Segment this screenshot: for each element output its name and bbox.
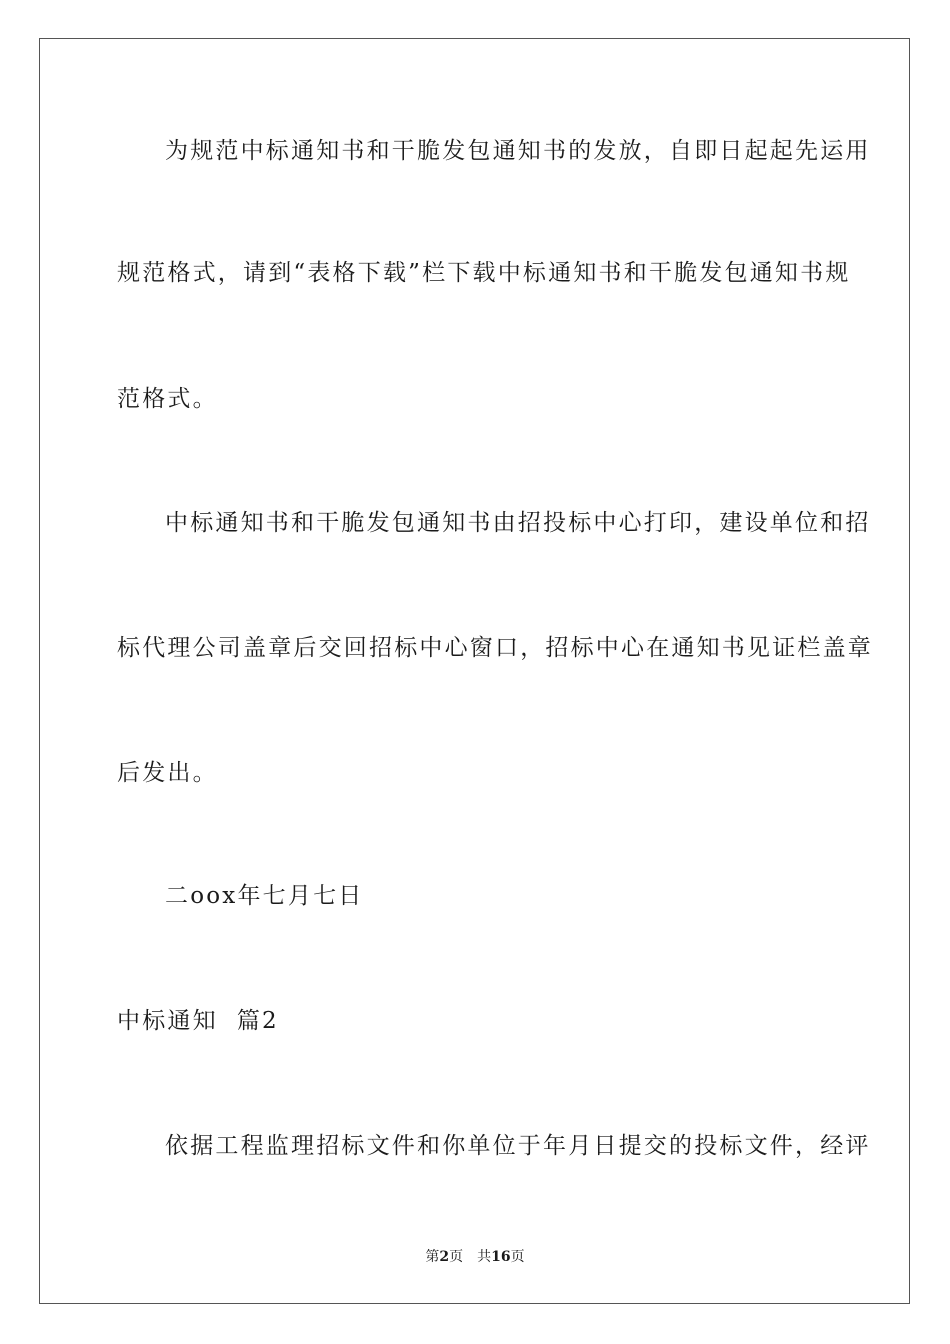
total-prefix: 共 [477,1249,492,1265]
section-heading: 中标通知 篇2 [117,1008,279,1034]
total-suffix: 页 [510,1249,525,1265]
page-border [39,38,910,1304]
paragraph-1-line-2: 规范格式，请到“表格下载”栏下载中标通知书和干脆发包通知书规 [117,260,851,286]
page-suffix: 页 [449,1249,464,1265]
paragraph-5-line-1: 依据工程监理招标文件和你单位于年月日提交的投标文件，经评 [165,1133,871,1159]
paragraph-2-line-1: 中标通知书和干脆发包通知书由招投标中心打印，建设单位和招 [165,510,871,536]
paragraph-1-line-1: 为规范中标通知书和干脆发包通知书的发放，自即日起起先运用 [165,138,871,164]
page-footer [0,1247,950,1267]
paragraph-2-line-2: 标代理公司盖章后交回招标中心窗口，招标中心在通知书见证栏盖章 [117,635,873,661]
paragraph-2-line-3: 后发出。 [117,760,218,786]
page-number: 2 [439,1249,450,1265]
paragraph-1-line-3: 范格式。 [117,386,218,412]
total-pages: 16 [491,1249,511,1265]
page-prefix: 第 [425,1249,440,1265]
date-line: 二oox年七月七日 [165,883,364,909]
